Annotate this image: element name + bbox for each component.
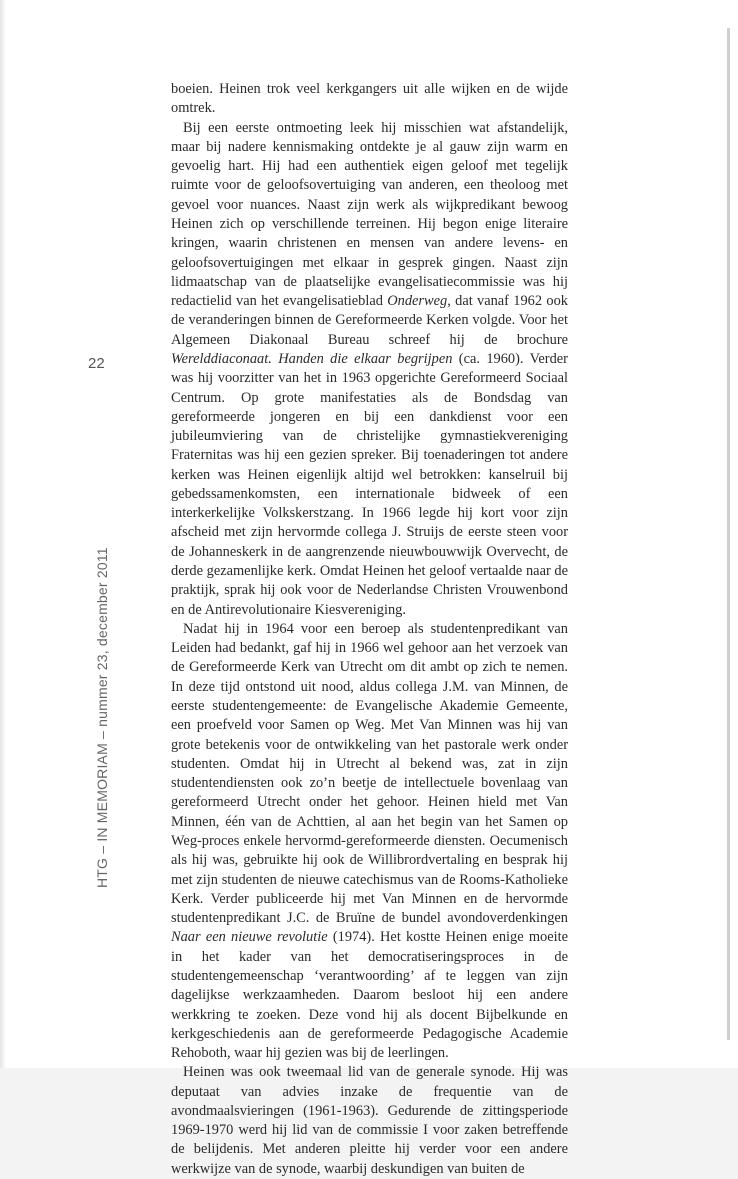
text-run: boeien. Heinen trok veel kerkgangers uit alle wijken en de wijde omtrek. xyxy=(171,81,568,117)
paragraph xyxy=(171,1063,568,1179)
text-run: , dat vanaf 1962 ook de veranderingen binnen de Gereformeerde Kerken volgde. Voor het Algemeen Diakonaal Bureau schreef hij de brochure xyxy=(171,293,568,348)
paragraph xyxy=(171,119,568,620)
page-gutter-shadow xyxy=(0,0,6,1068)
text-run: (1974). Het kostte Heinen enige moeite in het kader van het democratiseringsproces in de studentengemeenschap ‘verantwoording’ af te leggen van zijn dagelijkse werkzaamheden. Daarom besloot hij een andere werkkring te zoeken. Deze vond hij als docent Bijbelkunde en kerkgeschiedenis aan de gereformeerde Pedagogische Academie Rehoboth, waar hij gezien was bij de leerlingen. xyxy=(171,929,568,1062)
italic-title-text: Onderweg xyxy=(387,293,448,310)
text-run: Bij een eerste ontmoeting leek hij misschien wat afstandelijk, maar bij nadere kennismaking ontdekte je al gauw zijn warm en gevoelig hart. Hij had een authentiek eigen geloof met tegelijk ruimte voor de geloofsovertuiging van anderen, een theoloog met gevoel voor nuances. Naast zijn werk als wijkpredikant bewoog Heinen zich op verschillende terreinen. Hij begon enige literaire kringen, waarin christenen en mensen van andere levens- en geloofsovertuigingen met elkaar in gesprek gingen. Naast zijn lidmaatschap van de plaatselijke evangelisatiecommissie was hij redactielid van het evangelisatieblad xyxy=(171,119,568,310)
italic-title-text: Werelddiaconaat. Handen die elkaar begrijpen xyxy=(171,350,453,367)
page-number: 22 xyxy=(88,355,105,372)
running-head: HTG – IN MEMORIAM – nummer 23, december 2011 xyxy=(94,547,110,888)
body-text xyxy=(171,80,568,1179)
paragraph xyxy=(171,620,568,1063)
italic-title-text: Naar een nieuwe revolutie xyxy=(171,929,328,946)
text-run: Heinen was ook tweemaal lid van de generale synode. Hij was deputaat van advies inzake de frequentie van de avondmaalsvieringen (1961-1963). Gedurende de zittingsperiode 1969-1970 werd hij lid van de commissie I voor zaken betreffende de belijdenis. Met anderen pleitte hij verder voor een andere werkwijze van de synode, waarbij deskundigen van buiten de xyxy=(171,1064,568,1177)
text-run: Nadat hij in 1964 voor een beroep als studentenpredikant van Leiden had bedankt, gaf hij in 1966 wel gehoor aan het verzoek van de Gereformeerde Kerk van Utrecht om dit ambt op zich te nemen. In deze tijd ontstond uit nood, aldus collega J.M. van Minnen, de eerste studentengemeente: de Evangelische Akademie Gemeente, een proefveld voor Samen op Weg. Met Van Minnen was hij van grote betekenis voor de ontwikkeling van het pastorale werk onder studenten. Omdat hij in Utrecht al bekend was, zat in zijn studentendiensten ook zo’n beetje de intellectuele bovenlaag van gereformeerd Utrecht onder het gehoor. Heinen hield met Van Minnen, één van de Achttien, al aan het begin van het Samen op Weg-proces enkele hervormd-gereformeerde diensten. Oecumenisch als hij was, gebruikte hij ook de Willibrordvertaling en besprak hij met zijn studenten de nieuwe catechismus van de Rooms-Katholieke Kerk. Verder publiceerde hij met Van Minnen en de hervormde studentenpredikant J.C. de Bruïne de bundel avondoverdenkingen xyxy=(171,620,568,927)
text-run: (ca. 1960). Verder was hij voorzitter van het in 1963 opgerichte Gereformeerd Sociaal Centrum. Op grote manifestaties als de Bondsdag van gereformeerde jongeren en bij een dankdienst voor een jubileumviering van de christelijke gymnastiekvereniging Fraternitas was hij een gezien spreker. Bij toenaderingen tot andere kerken was Heinen eigenlijk altijd wel betrokken: kanselruil bij gebedssamenkomsten, een internationale bidweek of een interkerkelijke Volkskerstzang. In 1966 legde hij kort voor zijn afscheid met zijn hervormde collega J. Struijs de eerste steen voor de Johanneskerk in de aangrenzende nieuwbouwwijk Overvecht, de derde gezamenlijke kerk. Omdat Heinen het geloof vertaalde naar de praktijk, sprak hij ook voor de Nederlandse Christen Vrouwenbond en de Antirevolutionaire Kiesvereniging. xyxy=(171,350,568,618)
page-edge-line xyxy=(727,28,730,1040)
paragraph xyxy=(171,80,568,119)
